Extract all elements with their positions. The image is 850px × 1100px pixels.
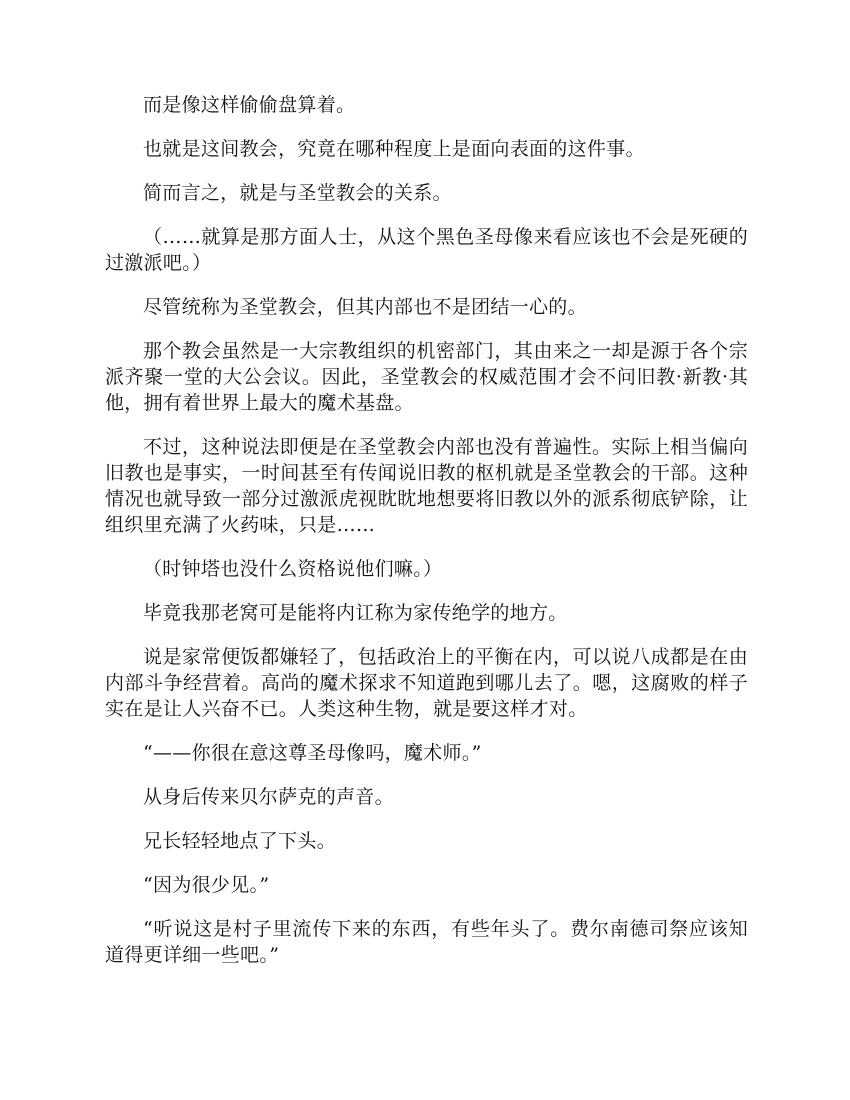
paragraph: 从身后传来贝尔萨克的声音。: [143, 786, 394, 808]
paragraph: 简而言之，就是与圣堂教会的关系。: [143, 182, 452, 204]
paragraph: 不过，这种说法即便是在圣堂教会内部也没有普遍性。实际上相当偏向旧教也是事实，一时间甚至有传闻说旧教的枢机就是圣堂教会的干部。这种情况也就导致一部分过激派虎视眈眈地想要将旧教以外的派系彻底铲除，让组织里充满了火药味，只是……: [105, 436, 748, 536]
paragraph: 而是像这样偷偷盘算着。: [143, 94, 356, 116]
paragraph: 也就是这间教会，究竟在哪种程度上是面向表面的这件事。: [143, 138, 645, 160]
body-text: [105, 92, 748, 986]
paragraph: （……就算是那方面人士，从这个黑色圣母像来看应该也不会是死硬的过激派吧。）: [105, 226, 748, 274]
paragraph: 那个教会虽然是一大宗教组织的机密部门，其由来之一却是源于各个宗派齐聚一堂的大公会议。因此，圣堂教会的权威范围才会不问旧教·新教·其他，拥有着世界上最大的魔术基盘。: [105, 340, 748, 414]
paragraph: “听说这是村子里流传下来的东西，有些年头了。费尔南德司祭应该知道得更详细一些吧。”: [105, 918, 748, 966]
paragraph: “——你很在意这尊圣母像吗，魔术师。”: [143, 742, 482, 764]
paragraph: “因为很少见。”: [143, 874, 270, 896]
paragraph: （时钟塔也没什么资格说他们嘛。）: [143, 558, 443, 580]
paragraph: 兄长轻轻地点了下头。: [143, 830, 337, 852]
paragraph: 说是家常便饭都嫌轻了，包括政治上的平衡在内，可以说八成都是在由内部斗争经营着。高尚的魔术探求不知道跑到哪儿去了。嗯，这腐败的样子实在是让人兴奋不已。人类这种生物，就是要这样才对。: [105, 646, 748, 720]
paragraph: 毕竟我那老窝可是能将内讧称为家传绝学的地方。: [143, 602, 568, 624]
paragraph: 尽管统称为圣堂教会，但其内部也不是团结一心的。: [143, 296, 587, 318]
